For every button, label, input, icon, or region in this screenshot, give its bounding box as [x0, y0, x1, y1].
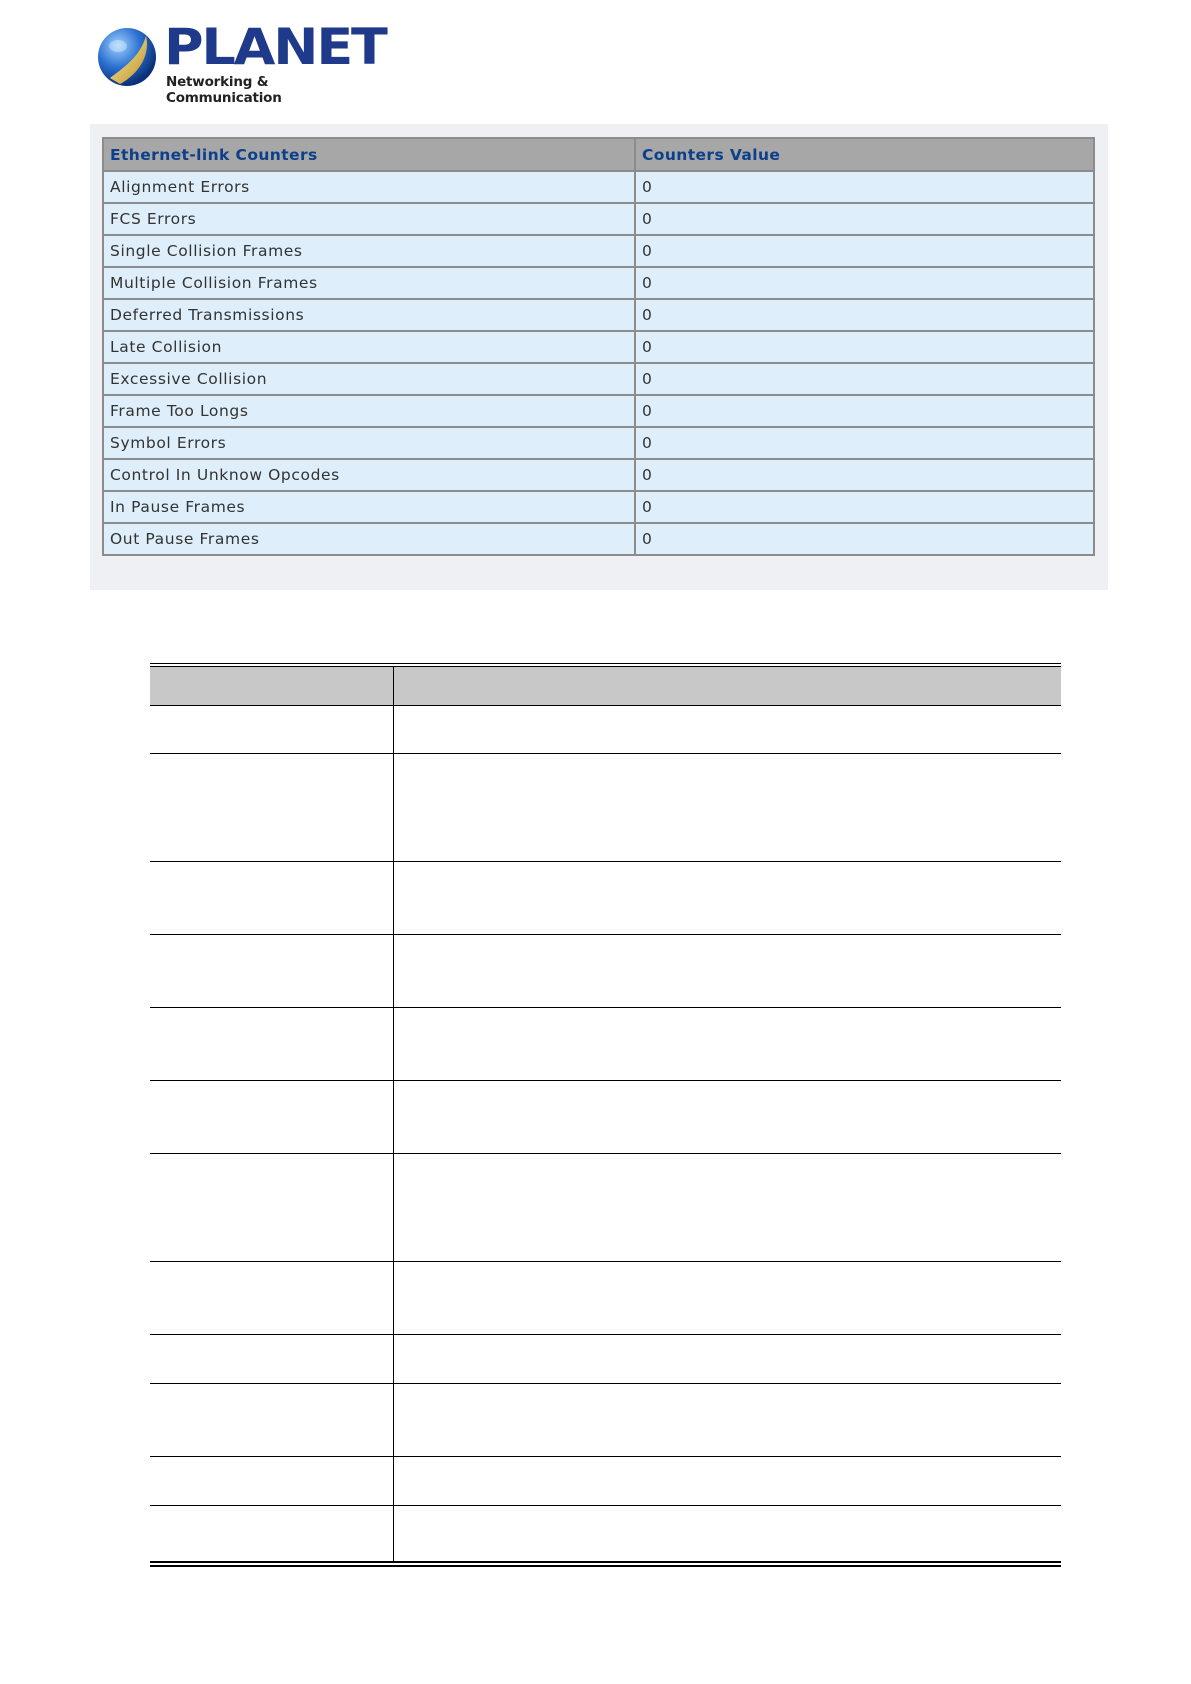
counter-value: 0 [635, 491, 1094, 523]
counter-value: 0 [635, 523, 1094, 555]
table-row [103, 235, 1094, 267]
table-row [150, 1007, 1061, 1081]
counter-name: Out Pause Frames [103, 523, 635, 555]
counter-value: 0 [635, 299, 1094, 331]
globe-icon [96, 26, 158, 88]
table-row [103, 171, 1094, 203]
counter-name: Excessive Collision [103, 363, 635, 395]
table-row [103, 331, 1094, 363]
counter-name: In Pause Frames [103, 491, 635, 523]
table-row [103, 395, 1094, 427]
counter-value: 0 [635, 203, 1094, 235]
counter-name: Symbol Errors [103, 427, 635, 459]
counter-value: 0 [635, 267, 1094, 299]
counters-table [102, 137, 1095, 556]
table-row [103, 459, 1094, 491]
counter-value: 0 [635, 171, 1094, 203]
counter-value: 0 [635, 427, 1094, 459]
counter-name: Late Collision [103, 331, 635, 363]
table-row [150, 753, 1061, 862]
column-header-value: Counters Value [635, 138, 1094, 171]
column-header-counters: Ethernet-link Counters [103, 138, 635, 171]
logo-wordmark: PLANET [164, 18, 386, 76]
table-row [150, 705, 1061, 754]
table-row [150, 861, 1061, 935]
counter-name: Control In Unknow Opcodes [103, 459, 635, 491]
counters-header-row [103, 138, 1094, 171]
counter-value: 0 [635, 459, 1094, 491]
table-row [150, 1505, 1061, 1562]
logo-tagline: Networking & Communication [166, 74, 282, 106]
counter-name: Frame Too Longs [103, 395, 635, 427]
description-table [150, 663, 1061, 1568]
table-row [103, 427, 1094, 459]
table-bottom-rule [150, 1561, 1061, 1563]
table-row [103, 203, 1094, 235]
table-row [150, 1261, 1061, 1335]
counter-value: 0 [635, 395, 1094, 427]
table-row [103, 491, 1094, 523]
table-top-rule [150, 663, 1061, 664]
table-row [103, 363, 1094, 395]
counter-name: Deferred Transmissions [103, 299, 635, 331]
counters-panel [90, 124, 1108, 590]
table-row [103, 523, 1094, 555]
counter-value: 0 [635, 331, 1094, 363]
table-row [150, 1334, 1061, 1384]
table-row [150, 1153, 1061, 1262]
table-bottom-rule [150, 1565, 1061, 1567]
counter-name: Alignment Errors [103, 171, 635, 203]
table-row [150, 1456, 1061, 1506]
counter-value: 0 [635, 363, 1094, 395]
description-header-row [150, 667, 1061, 705]
counter-value: 0 [635, 235, 1094, 267]
table-row [150, 934, 1061, 1008]
counter-name: Multiple Collision Frames [103, 267, 635, 299]
table-row [103, 299, 1094, 331]
counter-name: Single Collision Frames [103, 235, 635, 267]
table-row [150, 1080, 1061, 1154]
planet-logo [96, 18, 386, 106]
counter-name: FCS Errors [103, 203, 635, 235]
table-row [150, 1383, 1061, 1457]
table-row [103, 267, 1094, 299]
